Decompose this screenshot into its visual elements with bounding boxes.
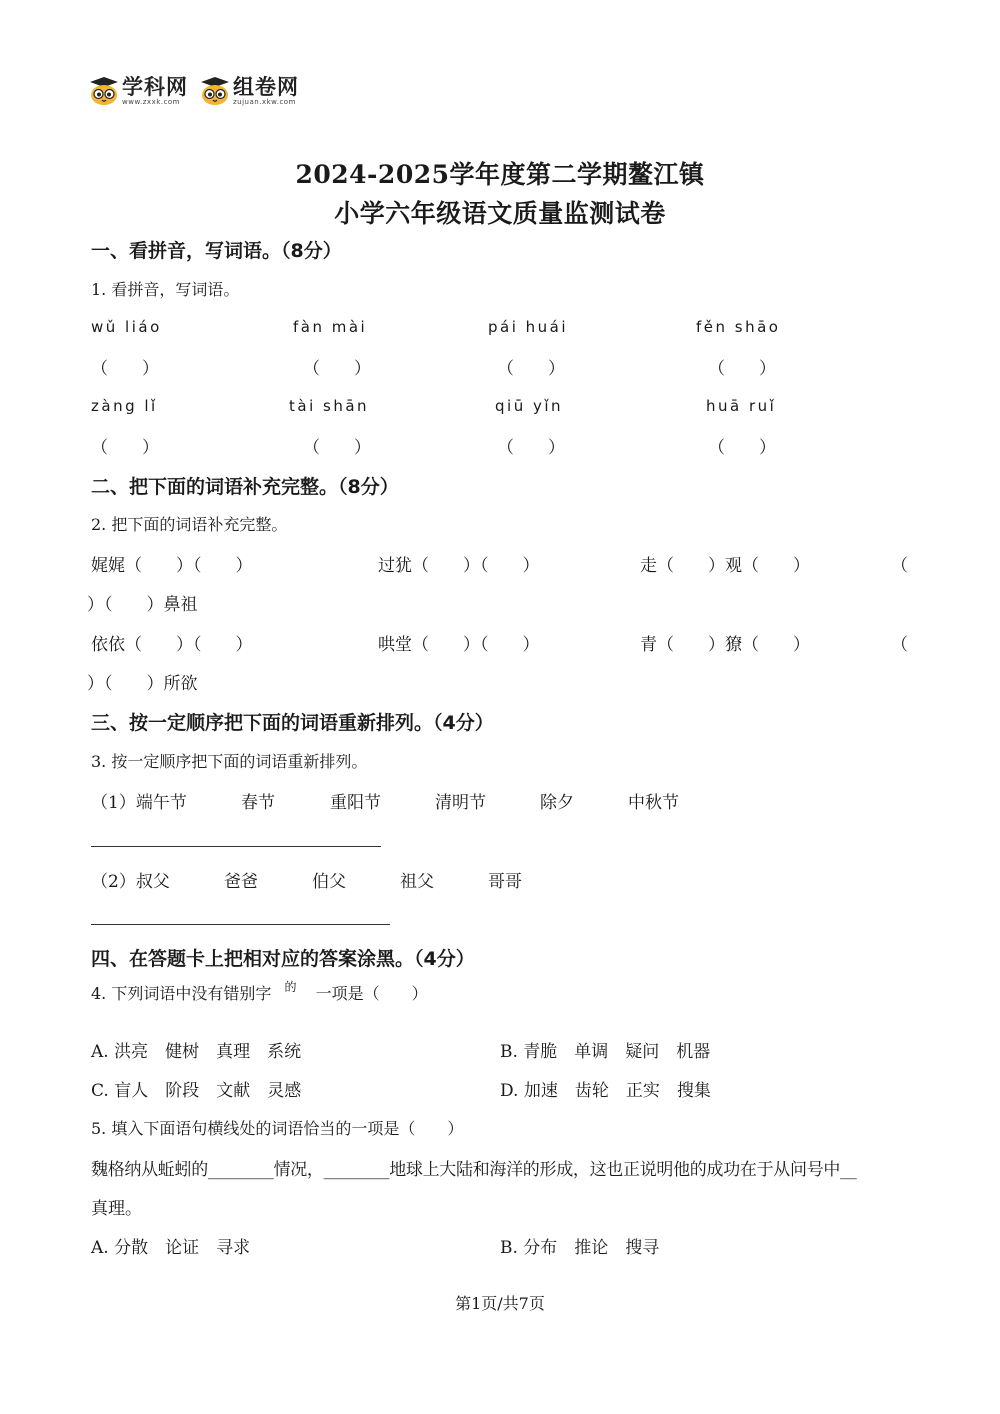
option-c: C. 盲人 阶段 文献 灵感 — [91, 1081, 302, 1101]
page-number: 第1页/共7页 — [455, 1294, 545, 1313]
option-a: A. 分散 论证 寻求 — [91, 1238, 251, 1258]
idiom-item: 过犹（ ）（ ） — [378, 556, 540, 576]
exam-title-line1: 2024-2025学年度第二学期鳌江镇 — [295, 160, 705, 189]
answer-blank: （ ） — [708, 438, 776, 458]
answer-line — [91, 846, 381, 847]
word-item: 春节 — [241, 793, 275, 813]
owl-logo-icon — [200, 76, 230, 106]
idiom-item: 娓娓（ ）（ ） — [91, 556, 253, 576]
question-3: 3. 按一定顺序把下面的词语重新排列。 — [91, 752, 368, 771]
logo-url: zujuan.xkw.com — [233, 98, 296, 106]
answer-line — [91, 924, 390, 925]
answer-blank: （ ） — [497, 359, 565, 379]
idiom-item: ）（ ）鼻祖 — [87, 595, 198, 615]
question-4-sup: 的 — [284, 980, 297, 994]
question-4-text: 4. 下列词语中没有错别字 — [91, 984, 272, 1003]
exam-title-line2: 小学六年级语文质量监测试卷 — [334, 199, 666, 228]
pinyin-item: pái huái — [488, 318, 569, 336]
idiom-item: ）（ ）所欲 — [87, 674, 198, 694]
section4-heading: 四、在答题卡上把相对应的答案涂黑。（4分） — [91, 948, 475, 970]
logo-url: www.zxxk.com — [122, 98, 180, 106]
logo-name: 组卷网 — [233, 75, 299, 99]
idiom-item: （ — [891, 635, 908, 655]
pinyin-item: fěn shāo — [696, 318, 781, 336]
answer-blank: （ ） — [91, 438, 159, 458]
question-4 — [91, 981, 428, 1004]
section3-heading: 三、按一定顺序把下面的词语重新排列。（4分） — [91, 712, 494, 734]
word-item: 爸爸 — [224, 872, 258, 892]
answer-blank: （ ） — [303, 359, 371, 379]
logo-zxxk — [89, 76, 188, 106]
idiom-item: 走（ ）观（ ） — [640, 556, 810, 576]
word-item: 清明节 — [435, 793, 486, 813]
word-item: 中秋节 — [628, 793, 679, 813]
option-a: A. 洪亮 健树 真理 系统 — [91, 1042, 302, 1062]
pinyin-item: tài shān — [289, 397, 370, 415]
question-4-text-end: 一项是（ ） — [315, 984, 428, 1003]
section2-heading: 二、把下面的词语补充完整。（8分） — [91, 476, 399, 498]
owl-logo-icon — [89, 76, 119, 106]
idiom-item: 青（ ）獠（ ） — [640, 635, 810, 655]
question-2: 2. 把下面的词语补充完整。 — [91, 515, 288, 534]
word-item: 重阳节 — [330, 793, 381, 813]
pinyin-item: fàn mài — [293, 318, 368, 336]
section1-heading: 一、看拼音，写词语。（8分） — [91, 240, 342, 262]
word-item: 伯父 — [312, 872, 346, 892]
option-b: B. 分布 推论 搜寻 — [500, 1238, 660, 1258]
idiom-item: （ — [891, 556, 908, 576]
option-d: D. 加速 齿轮 正实 搜集 — [500, 1081, 711, 1101]
idiom-item: 哄堂（ ）（ ） — [378, 635, 540, 655]
pinyin-item: huā ruǐ — [706, 397, 777, 415]
option-b: B. 青脆 单调 疑问 机器 — [500, 1042, 711, 1062]
pinyin-item: zàng lǐ — [91, 397, 158, 415]
pinyin-item: qiū yǐn — [495, 397, 564, 415]
word-item: （2）叔父 — [91, 872, 170, 892]
answer-blank: （ ） — [91, 359, 159, 379]
word-item: 祖父 — [400, 872, 434, 892]
question-5: 5. 填入下面语句横线处的词语恰当的一项是（ ） — [91, 1119, 464, 1138]
answer-blank: （ ） — [303, 438, 371, 458]
logo-name: 学科网 — [122, 75, 188, 99]
question-1: 1. 看拼音，写词语。 — [91, 280, 240, 299]
answer-blank: （ ） — [497, 438, 565, 458]
logo-zujuan — [200, 76, 299, 106]
question-5-passage-end: 真理。 — [91, 1199, 142, 1219]
idiom-item: 依依（ ）（ ） — [91, 635, 253, 655]
word-item: （1）端午节 — [91, 793, 187, 813]
answer-blank: （ ） — [708, 359, 776, 379]
word-item: 除夕 — [540, 793, 574, 813]
question-5-passage: 魏格纳从蚯蚓的________情况，________地球上大陆和海洋的形成，这也正说明他的成功在于从问号中__ — [91, 1160, 857, 1180]
word-item: 哥哥 — [488, 872, 522, 892]
pinyin-item: wǔ liáo — [91, 318, 162, 336]
